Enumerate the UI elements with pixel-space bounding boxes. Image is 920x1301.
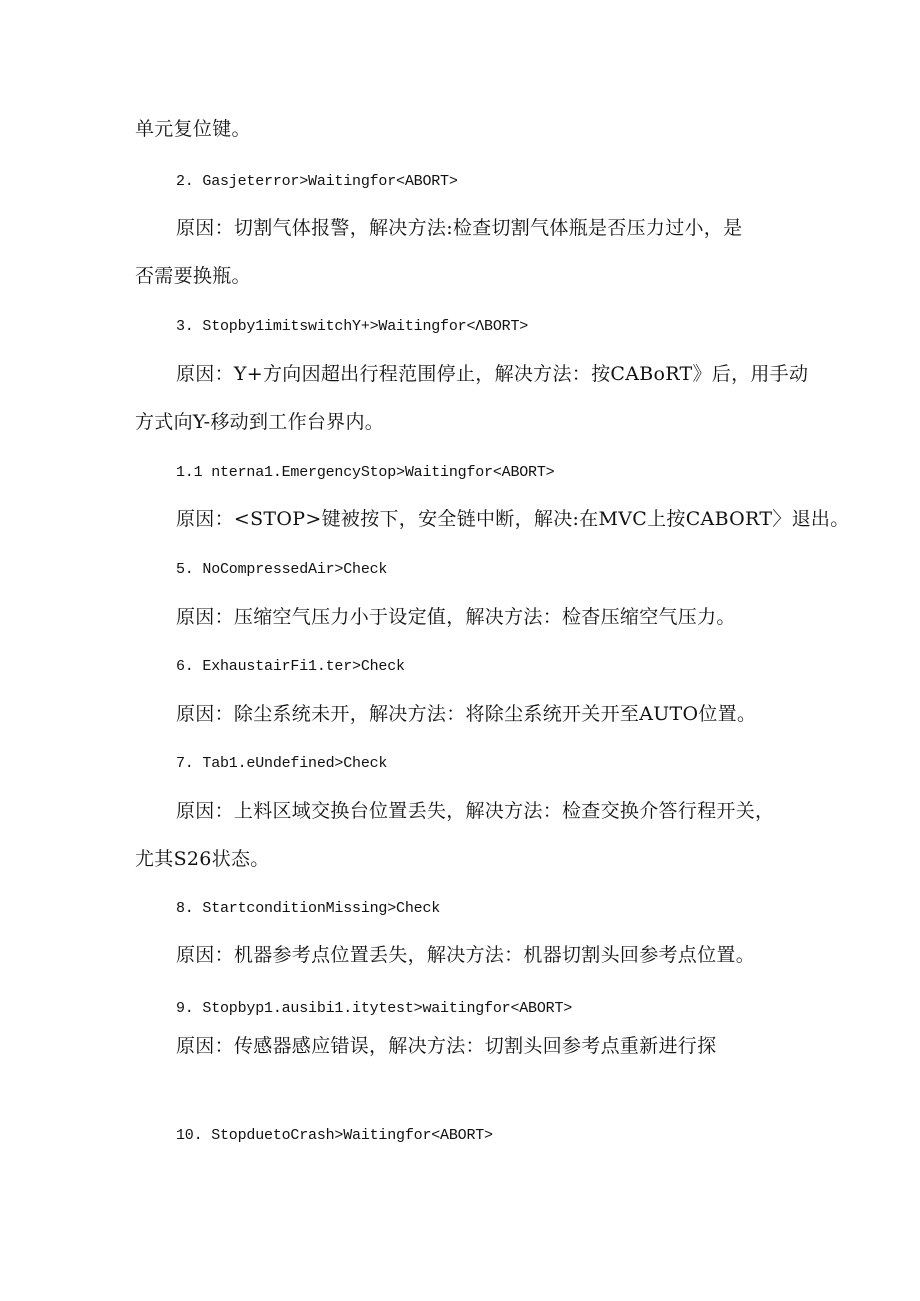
error-cause-9: 原因：传感器感应错误，解决方法：切割头回参考点重新进行探 <box>176 1035 717 1057</box>
error-cause-4: 原因：<STOP>键被按下，安全链中断，解决:在MVC上按CABORT〉退出。 <box>176 508 850 530</box>
error-cause-5: 原因：压缩空气压力小于设定值，解决方法：检杳压缩空气压力。 <box>176 606 736 628</box>
error-cause-7: 原因：上料区域交换台位置丢失，解决方法：检查交换介答行程开关， <box>176 800 775 822</box>
error-cause-7-cont: 尤其S26状态。 <box>135 848 270 870</box>
error-cause-2-cont: 否需要换瓶。 <box>135 265 251 287</box>
error-cause-6: 原因：除尘系统未开，解决方法：将除尘系统开关开至AUTO位置。 <box>176 703 757 725</box>
error-item-10: 10. StopduetoCrash>Waitingfor<ABORT> <box>176 1127 493 1144</box>
error-cause-3: 原因：Y+方向因超出行程范围停止，解决方法：按CABoRT》后，用手动 <box>176 363 809 385</box>
error-item-3: 3. Stopby1imitswitchY+>Waitingfor<ΛBORT> <box>176 318 529 335</box>
error-item-6: 6. ExhaustairFi1.ter>Check <box>176 658 405 675</box>
error-item-7: 7. Tab1.eUndefined>Check <box>176 755 388 772</box>
error-item-2: 2. Gasjeterror>Waitingfor<ABORT> <box>176 173 458 190</box>
error-cause-8: 原因：机器参考点位置丢失，解决方法：机器切割头回参考点位置。 <box>176 944 756 966</box>
error-item-9: 9. Stopbyp1.ausibi1.itytest>waitingfor<ABORT> <box>176 1000 573 1017</box>
error-item-5: 5. NoCompressedAir>Check <box>176 561 388 578</box>
continuation-text: 单元复位键。 <box>135 118 251 140</box>
error-cause-2: 原因：切割气体报警，解决方法:检查切割气体瓶是否压力过小，是 <box>176 217 743 239</box>
error-cause-3-cont: 方式向Y-移动到工作台界内。 <box>135 411 385 433</box>
error-item-8: 8. StartconditionMissing>Check <box>176 900 441 917</box>
error-item-4: 1.1 nterna1.EmergencyStop>Waitingfor<ABORT> <box>176 464 555 481</box>
